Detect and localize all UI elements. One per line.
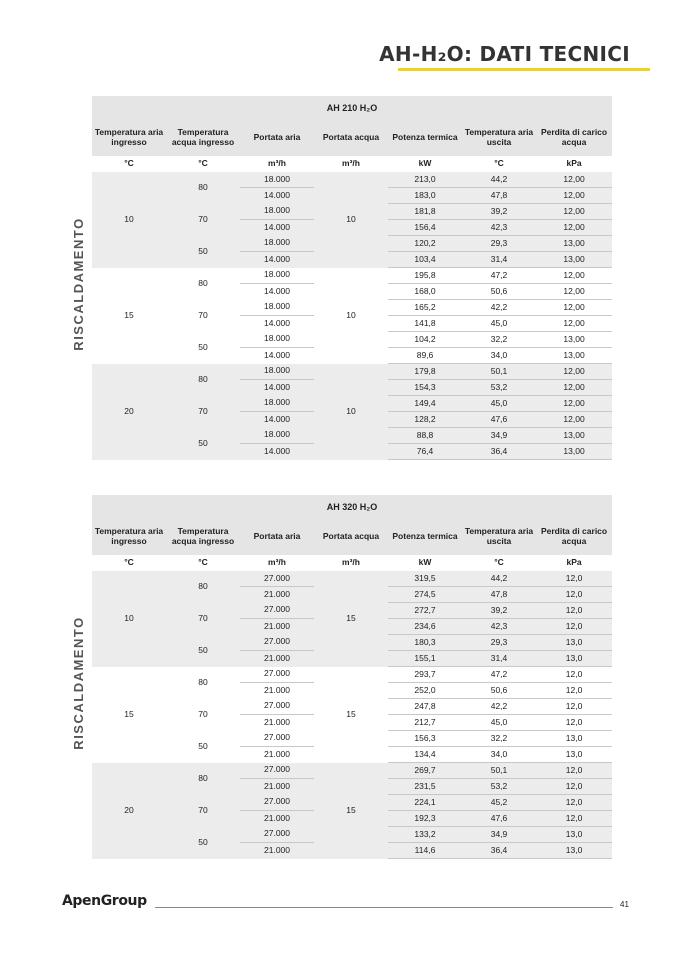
unit-cell: °C <box>92 555 166 571</box>
air-outlet-temp: 47,8 <box>462 188 536 204</box>
model-name: AH 320 H₂O <box>92 495 612 519</box>
water-pressure-drop: 12,00 <box>536 188 612 204</box>
air-flow: 27.000 <box>240 699 314 715</box>
water-pressure-drop: 12,0 <box>536 811 612 827</box>
title-underline <box>398 68 650 71</box>
thermal-power: 133,2 <box>388 827 462 843</box>
water-inlet-temp: 70 <box>166 795 240 827</box>
thermal-power: 89,6 <box>388 348 462 364</box>
air-flow: 27.000 <box>240 827 314 843</box>
thermal-power: 274,5 <box>388 587 462 603</box>
water-inlet-temp: 50 <box>166 635 240 667</box>
air-flow: 21.000 <box>240 619 314 635</box>
water-pressure-drop: 12,00 <box>536 380 612 396</box>
column-header: Temperatura aria ingresso <box>92 519 166 555</box>
column-header: Portata aria <box>240 519 314 555</box>
thermal-power: 269,7 <box>388 763 462 779</box>
water-inlet-temp: 50 <box>166 731 240 763</box>
water-flow: 10 <box>314 268 388 364</box>
water-inlet-temp: 80 <box>166 763 240 795</box>
thermal-power: 192,3 <box>388 811 462 827</box>
water-pressure-drop: 12,00 <box>536 396 612 412</box>
air-outlet-temp: 32,2 <box>462 731 536 747</box>
water-pressure-drop: 12,0 <box>536 795 612 811</box>
water-inlet-temp: 50 <box>166 332 240 364</box>
unit-cell: kPa <box>536 156 612 172</box>
air-flow: 18.000 <box>240 428 314 444</box>
air-outlet-temp: 47,6 <box>462 811 536 827</box>
air-flow: 18.000 <box>240 236 314 252</box>
air-outlet-temp: 50,6 <box>462 284 536 300</box>
air-outlet-temp: 53,2 <box>462 779 536 795</box>
air-outlet-temp: 31,4 <box>462 651 536 667</box>
air-outlet-temp: 39,2 <box>462 603 536 619</box>
air-outlet-temp: 50,1 <box>462 364 536 380</box>
water-pressure-drop: 12,0 <box>536 587 612 603</box>
air-outlet-temp: 31,4 <box>462 252 536 268</box>
air-outlet-temp: 47,2 <box>462 268 536 284</box>
water-pressure-drop: 12,0 <box>536 763 612 779</box>
air-flow: 14.000 <box>240 220 314 236</box>
water-pressure-drop: 13,00 <box>536 428 612 444</box>
thermal-power: 272,7 <box>388 603 462 619</box>
thermal-power: 134,4 <box>388 747 462 763</box>
thermal-power: 128,2 <box>388 412 462 428</box>
unit-cell: °C <box>462 156 536 172</box>
water-pressure-drop: 12,00 <box>536 172 612 188</box>
water-pressure-drop: 12,0 <box>536 779 612 795</box>
water-pressure-drop: 12,00 <box>536 204 612 220</box>
water-pressure-drop: 12,0 <box>536 715 612 731</box>
thermal-power: 234,6 <box>388 619 462 635</box>
air-flow: 18.000 <box>240 364 314 380</box>
air-outlet-temp: 42,3 <box>462 220 536 236</box>
water-inlet-temp: 80 <box>166 268 240 300</box>
water-pressure-drop: 12,0 <box>536 683 612 699</box>
water-pressure-drop: 12,00 <box>536 220 612 236</box>
spec-table-ah320 <box>92 495 612 859</box>
air-flow: 27.000 <box>240 795 314 811</box>
air-flow: 27.000 <box>240 571 314 587</box>
water-pressure-drop: 13,0 <box>536 731 612 747</box>
unit-cell: °C <box>166 156 240 172</box>
water-inlet-temp: 80 <box>166 571 240 603</box>
thermal-power: 319,5 <box>388 571 462 587</box>
unit-cell: m³/h <box>314 156 388 172</box>
page-title: AH-H₂O: DATI TECNICI <box>379 42 630 66</box>
air-outlet-temp: 45,0 <box>462 715 536 731</box>
water-inlet-temp: 70 <box>166 699 240 731</box>
air-flow: 21.000 <box>240 811 314 827</box>
air-outlet-temp: 34,9 <box>462 827 536 843</box>
air-outlet-temp: 47,6 <box>462 412 536 428</box>
air-outlet-temp: 34,9 <box>462 428 536 444</box>
spec-table-ah210 <box>92 96 612 460</box>
air-inlet-temp: 20 <box>92 364 166 460</box>
water-pressure-drop: 12,0 <box>536 619 612 635</box>
column-header: Temperatura aria uscita <box>462 120 536 156</box>
column-header: Portata acqua <box>314 120 388 156</box>
thermal-power: 103,4 <box>388 252 462 268</box>
water-inlet-temp: 80 <box>166 364 240 396</box>
air-flow: 14.000 <box>240 188 314 204</box>
water-pressure-drop: 12,00 <box>536 364 612 380</box>
column-header: Potenza termica <box>388 120 462 156</box>
water-inlet-temp: 70 <box>166 204 240 236</box>
footer-divider <box>155 907 613 908</box>
column-header: Perdita di carico acqua <box>536 120 612 156</box>
thermal-power: 179,8 <box>388 364 462 380</box>
air-flow: 14.000 <box>240 380 314 396</box>
air-flow: 14.000 <box>240 284 314 300</box>
water-inlet-temp: 70 <box>166 396 240 428</box>
table-row <box>92 172 612 188</box>
thermal-power: 104,2 <box>388 332 462 348</box>
column-header: Potenza termica <box>388 519 462 555</box>
water-pressure-drop: 13,00 <box>536 444 612 460</box>
water-pressure-drop: 12,0 <box>536 699 612 715</box>
air-flow: 27.000 <box>240 635 314 651</box>
unit-cell: m³/h <box>240 555 314 571</box>
air-outlet-temp: 29,3 <box>462 236 536 252</box>
air-flow: 18.000 <box>240 204 314 220</box>
unit-cell: °C <box>92 156 166 172</box>
air-outlet-temp: 42,2 <box>462 699 536 715</box>
air-inlet-temp: 20 <box>92 763 166 859</box>
water-pressure-drop: 13,0 <box>536 827 612 843</box>
model-row <box>92 495 612 519</box>
water-pressure-drop: 12,0 <box>536 571 612 587</box>
air-flow: 18.000 <box>240 268 314 284</box>
air-flow: 14.000 <box>240 412 314 428</box>
water-pressure-drop: 13,0 <box>536 843 612 859</box>
column-header: Portata aria <box>240 120 314 156</box>
water-pressure-drop: 12,00 <box>536 284 612 300</box>
unit-cell: kW <box>388 555 462 571</box>
units-row <box>92 156 612 172</box>
air-flow: 18.000 <box>240 300 314 316</box>
air-flow: 14.000 <box>240 444 314 460</box>
column-header: Temperatura aria uscita <box>462 519 536 555</box>
water-pressure-drop: 12,00 <box>536 300 612 316</box>
unit-cell: kW <box>388 156 462 172</box>
table-row <box>92 268 612 284</box>
unit-cell: °C <box>166 555 240 571</box>
water-inlet-temp: 80 <box>166 667 240 699</box>
air-flow: 27.000 <box>240 603 314 619</box>
water-pressure-drop: 13,0 <box>536 747 612 763</box>
air-flow: 27.000 <box>240 667 314 683</box>
air-flow: 18.000 <box>240 172 314 188</box>
air-flow: 21.000 <box>240 843 314 859</box>
water-flow: 15 <box>314 763 388 859</box>
column-header: Temperatura acqua ingresso <box>166 519 240 555</box>
column-header: Temperatura aria ingresso <box>92 120 166 156</box>
air-flow: 21.000 <box>240 651 314 667</box>
water-pressure-drop: 13,00 <box>536 332 612 348</box>
thermal-power: 181,8 <box>388 204 462 220</box>
water-inlet-temp: 50 <box>166 428 240 460</box>
water-flow: 10 <box>314 172 388 268</box>
water-pressure-drop: 12,00 <box>536 412 612 428</box>
air-inlet-temp: 15 <box>92 667 166 763</box>
thermal-power: 168,0 <box>388 284 462 300</box>
spec-table-body <box>92 495 612 859</box>
unit-cell: m³/h <box>240 156 314 172</box>
air-outlet-temp: 36,4 <box>462 843 536 859</box>
water-pressure-drop: 13,0 <box>536 651 612 667</box>
air-flow: 18.000 <box>240 396 314 412</box>
water-inlet-temp: 50 <box>166 236 240 268</box>
air-flow: 21.000 <box>240 779 314 795</box>
unit-cell: °C <box>462 555 536 571</box>
thermal-power: 114,6 <box>388 843 462 859</box>
water-pressure-drop: 13,00 <box>536 252 612 268</box>
thermal-power: 141,8 <box>388 316 462 332</box>
model-name: AH 210 H₂O <box>92 96 612 120</box>
air-outlet-temp: 45,0 <box>462 316 536 332</box>
side-label-table-2: RISCALDAMENTO <box>71 616 86 750</box>
air-outlet-temp: 47,2 <box>462 667 536 683</box>
thermal-power: 183,0 <box>388 188 462 204</box>
thermal-power: 293,7 <box>388 667 462 683</box>
air-flow: 14.000 <box>240 252 314 268</box>
air-flow: 21.000 <box>240 683 314 699</box>
thermal-power: 156,4 <box>388 220 462 236</box>
air-outlet-temp: 53,2 <box>462 380 536 396</box>
air-outlet-temp: 36,4 <box>462 444 536 460</box>
header-row <box>92 120 612 156</box>
column-header: Perdita di carico acqua <box>536 519 612 555</box>
water-inlet-temp: 80 <box>166 172 240 204</box>
thermal-power: 195,8 <box>388 268 462 284</box>
air-flow: 18.000 <box>240 332 314 348</box>
air-flow: 14.000 <box>240 348 314 364</box>
unit-cell: kPa <box>536 555 612 571</box>
air-outlet-temp: 29,3 <box>462 635 536 651</box>
water-inlet-temp: 50 <box>166 827 240 859</box>
air-flow: 21.000 <box>240 747 314 763</box>
air-inlet-temp: 15 <box>92 268 166 364</box>
water-pressure-drop: 13,0 <box>536 635 612 651</box>
page-number: 41 <box>620 900 629 909</box>
air-outlet-temp: 50,1 <box>462 763 536 779</box>
table-row <box>92 667 612 683</box>
thermal-power: 165,2 <box>388 300 462 316</box>
thermal-power: 88,8 <box>388 428 462 444</box>
air-outlet-temp: 42,2 <box>462 300 536 316</box>
air-outlet-temp: 44,2 <box>462 172 536 188</box>
air-outlet-temp: 34,0 <box>462 348 536 364</box>
apengroup-logo: ApenGroup <box>62 893 147 909</box>
air-outlet-temp: 34,0 <box>462 747 536 763</box>
air-outlet-temp: 39,2 <box>462 204 536 220</box>
air-inlet-temp: 10 <box>92 172 166 268</box>
water-pressure-drop: 12,0 <box>536 603 612 619</box>
air-outlet-temp: 45,2 <box>462 795 536 811</box>
thermal-power: 120,2 <box>388 236 462 252</box>
units-row <box>92 555 612 571</box>
water-pressure-drop: 12,0 <box>536 667 612 683</box>
water-flow: 15 <box>314 571 388 667</box>
air-outlet-temp: 50,6 <box>462 683 536 699</box>
thermal-power: 149,4 <box>388 396 462 412</box>
water-pressure-drop: 12,00 <box>536 268 612 284</box>
thermal-power: 247,8 <box>388 699 462 715</box>
water-inlet-temp: 70 <box>166 300 240 332</box>
air-flow: 21.000 <box>240 715 314 731</box>
air-outlet-temp: 44,2 <box>462 571 536 587</box>
air-flow: 21.000 <box>240 587 314 603</box>
thermal-power: 224,1 <box>388 795 462 811</box>
table-row <box>92 571 612 587</box>
unit-cell: m³/h <box>314 555 388 571</box>
water-pressure-drop: 12,00 <box>536 316 612 332</box>
side-label-table-1: RISCALDAMENTO <box>71 217 86 351</box>
air-flow: 14.000 <box>240 316 314 332</box>
air-flow: 27.000 <box>240 763 314 779</box>
header-row <box>92 519 612 555</box>
table-row <box>92 763 612 779</box>
thermal-power: 180,3 <box>388 635 462 651</box>
thermal-power: 231,5 <box>388 779 462 795</box>
thermal-power: 154,3 <box>388 380 462 396</box>
water-pressure-drop: 13,00 <box>536 348 612 364</box>
table-row <box>92 364 612 380</box>
air-inlet-temp: 10 <box>92 571 166 667</box>
water-inlet-temp: 70 <box>166 603 240 635</box>
air-outlet-temp: 47,8 <box>462 587 536 603</box>
thermal-power: 156,3 <box>388 731 462 747</box>
column-header: Portata acqua <box>314 519 388 555</box>
column-header: Temperatura acqua ingresso <box>166 120 240 156</box>
water-flow: 15 <box>314 667 388 763</box>
air-outlet-temp: 42,3 <box>462 619 536 635</box>
thermal-power: 252,0 <box>388 683 462 699</box>
thermal-power: 212,7 <box>388 715 462 731</box>
water-flow: 10 <box>314 364 388 460</box>
air-outlet-temp: 32,2 <box>462 332 536 348</box>
air-flow: 27.000 <box>240 731 314 747</box>
air-outlet-temp: 45,0 <box>462 396 536 412</box>
water-pressure-drop: 13,00 <box>536 236 612 252</box>
model-row <box>92 96 612 120</box>
thermal-power: 76,4 <box>388 444 462 460</box>
thermal-power: 213,0 <box>388 172 462 188</box>
spec-table-body <box>92 96 612 460</box>
thermal-power: 155,1 <box>388 651 462 667</box>
